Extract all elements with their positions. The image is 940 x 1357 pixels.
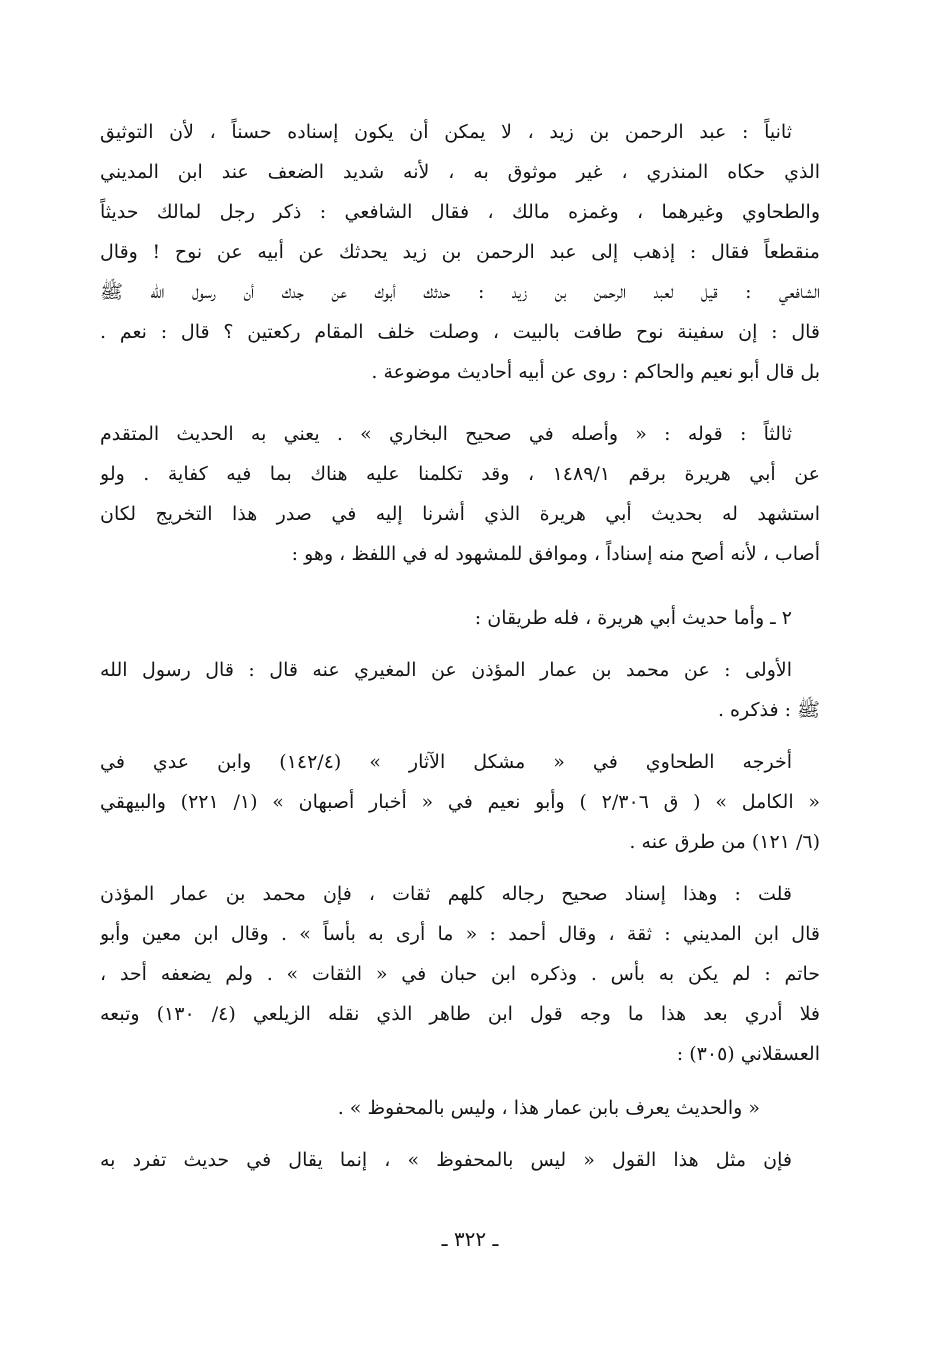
paragraph-akhrajahu [100,742,820,862]
text-line: والطحاوي وغيرهما ، وغمزه مالك ، فقال الشافعي : ذكر رجل لمالك حديثاً [100,201,820,223]
text-line: قلت : وهذا إسناد صحيح رجاله كلهم ثقات ، فإن محمد بن عمار المؤذن [100,883,792,905]
paragraph-quotation [100,1088,820,1128]
text-line: استشهد له بحديث أبي هريرة الذي أشرنا إليه في صدر هذا التخريج لكان [100,503,820,525]
text-line: بل قال أبو نعيم والحاكم : روى عن أبيه أحاديث موضوعة . [371,361,820,383]
text-line: « الكامل » ( ق ٢/٣٠٦ ) وأبو نعيم في « أخبار أصبهان » (١/ ٢٢١) والبيهقي [100,791,820,813]
paragraph-fa-inna [100,1140,820,1180]
text-line: الذي حكاه المنذري ، غير موثوق به ، لأنه شديد الضعف عند ابن المديني [100,161,820,183]
text-line: العسقلاني (٣٠٥) : [676,1043,820,1065]
text-line: (٦/ ١٢١) من طرق عنه . [629,831,820,853]
paragraph-thaniyan [100,112,820,392]
text-line: قال ابن المديني : ثقة ، وقال أحمد : « ما أرى به بأساً » . وقال ابن معين وأبو [100,923,820,945]
text-line: منقطعاً فقال : إذهب إلى عبد الرحمن بن زيد يحدثك عن أبيه عن نوح ! وقال [100,241,820,263]
text-line: أخرجه الطحاوي في « مشكل الآثار » (١٤٢/٤) وابن عدي في [100,751,792,773]
text-line: ثانياً : عبد الرحمن بن زيد ، لا يمكن أن يكون إسناده حسناً ، لأن التوثيق [100,121,792,143]
text-line: الشافعي : قيل لعبد الرحمن بن زيد : حدثك أبوك عن جدك أن رسول الله ﷺ [100,281,820,303]
text-line: ﷺ : فذكره . [717,699,820,721]
page-number: ـ ٣٢٢ ـ [441,1227,499,1251]
text-line: عن أبي هريرة برقم ١٤٨٩/١ ، وقد تكلمنا عليه هناك بما فيه كفاية . ولو [100,463,820,485]
text-line: قال : إن سفينة نوح طافت بالبيت ، وصلت خلف المقام ركعتين ؟ قال : نعم . [100,321,820,343]
text-line: الأولى : عن محمد بن عمار المؤذن عن المغيري عنه قال : قال رسول الله [100,659,792,681]
quoted-text: « والحديث يعرف بابن عمار هذا ، وليس بالمحفوظ » . [337,1097,760,1119]
text-line: ثالثاً : قوله : « وأصله في صحيح البخاري » . يعني به الحديث المتقدم [100,423,792,445]
paragraph-hadith-abi-hurayra [100,598,820,638]
paragraph-qultu [100,874,820,1074]
paragraph-al-ula [100,650,820,730]
paragraph-thalithan [100,414,820,574]
text-line: فلا أدري بعد هذا ما وجه قول ابن طاهر الذي نقله الزيلعي (٤/ ١٣٠) وتبعه [100,1003,820,1025]
text-line: أصاب ، لأنه أصح منه إسناداً ، وموافق للمشهود له في اللفظ ، وهو : [291,543,820,565]
section-heading: ٢ ـ وأما حديث أبي هريرة ، فله طريقان : [474,607,792,629]
text-line: فإن مثل هذا القول « ليس بالمحفوظ » ، إنما يقال في حديث تفرد به [100,1149,792,1171]
text-line: حاتم : لم يكن به بأس . وذكره ابن حبان في « الثقات » . ولم يضعفه أحد ، [100,963,820,985]
